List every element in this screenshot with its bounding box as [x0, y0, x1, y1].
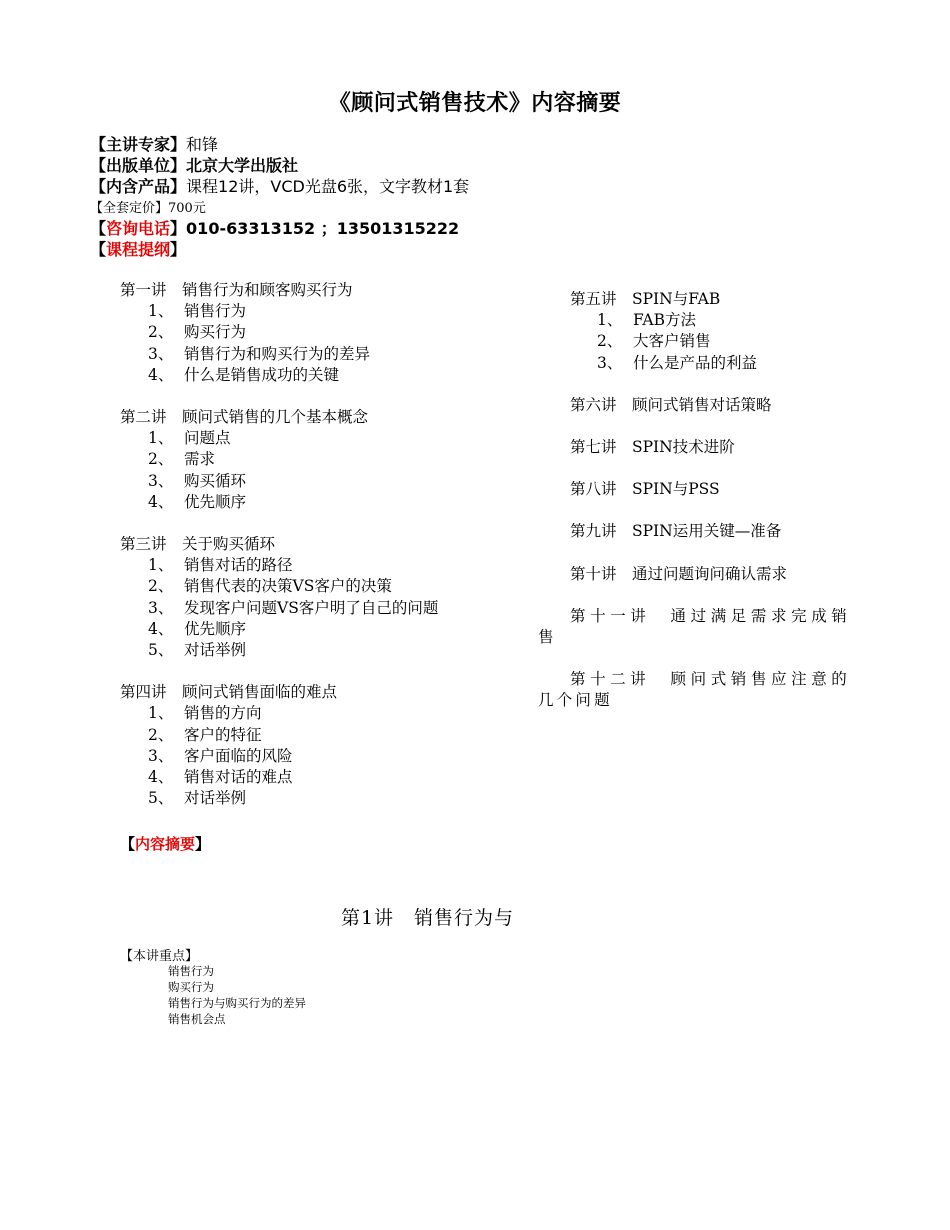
lecture-item: 4、 什么是销售成功的关键: [148, 365, 340, 384]
lecture-5: [538, 289, 850, 374]
lecture-4: [120, 682, 540, 809]
keypoint-item: 销售机会点: [168, 1012, 226, 1026]
lecture-item: 2、 销售代表的决策VS客户的决策: [148, 577, 392, 596]
info-products: [90, 176, 469, 197]
bracket: 【: [120, 835, 136, 853]
info-label: 【全套定价】: [90, 201, 169, 216]
info-label: 【主讲专家】: [90, 135, 187, 154]
lecture-item: 4、 优先顺序: [148, 619, 247, 638]
lecture-2: [120, 407, 540, 513]
bracket: 【: [90, 219, 107, 238]
lecture-9-title: 第九讲 SPIN运用关键—准备: [570, 522, 782, 541]
keypoints-list: [168, 963, 306, 1027]
lecture-item: 3、 销售行为和购买行为的差异: [148, 344, 371, 363]
lecture-6-title: 第六讲 顾问式销售对话策略: [570, 395, 772, 414]
summary-heading: [120, 833, 210, 854]
lesson-title: 第1讲 销售行为与: [340, 907, 515, 929]
lecture-title: 第四讲 顾问式销售面临的难点: [120, 683, 338, 702]
lecture-8-title: 第八讲 SPIN与PSS: [570, 480, 720, 499]
keypoint-item: 销售行为: [168, 964, 214, 978]
lecture-item: 3、 购买循环: [148, 471, 247, 490]
lecture-item: 5、 对话举例: [148, 641, 247, 660]
info-value: 700元: [168, 201, 206, 216]
bracket: 】: [170, 219, 187, 238]
info-phone: [90, 218, 459, 239]
lecture-item: 2、 购买行为: [148, 323, 247, 342]
info-label: 【出版单位】: [90, 156, 187, 175]
outline-left-column: [120, 280, 540, 830]
lecture-item: 3、 客户面临的风险: [148, 746, 293, 765]
lecture-item: 1、 销售行为: [148, 302, 247, 321]
lecture-item: 2、 需求: [148, 450, 216, 469]
lecture-item: 5、 对话举例: [148, 789, 247, 808]
info-value: 010-63313152 ；13501315222: [186, 219, 460, 238]
lecture-11-title: 第十一讲 通过满足需求完成销售: [538, 606, 850, 647]
info-label: 【内含产品】: [90, 177, 187, 196]
lecture-item: 4、 优先顺序: [148, 492, 247, 511]
lecture-3: [120, 534, 540, 661]
lecture-item: 3、 发现客户问题VS客户明了自己的问题: [148, 598, 439, 617]
info-expert: [90, 134, 218, 155]
info-label: 咨询电话: [106, 219, 171, 238]
lecture-item: 1、 销售的方向: [148, 704, 262, 723]
lecture-item: 2、 大客户销售: [597, 332, 711, 351]
bracket: 【: [90, 240, 107, 259]
lecture-item: 1、 问题点: [148, 429, 231, 448]
lecture-item: 1、 FAB方法: [597, 311, 696, 330]
info-outline: [90, 239, 186, 260]
info-value: 和锋: [186, 135, 219, 154]
lecture-title: 第三讲 关于购买循环: [120, 535, 276, 554]
outline-right-column: [538, 289, 850, 733]
lecture-item: 2、 客户的特征: [148, 725, 262, 744]
lecture-title: 第一讲 销售行为和顾客购买行为: [120, 281, 353, 299]
lecture-12-title: 第十二讲 顾问式销售应注意的几个问题: [538, 670, 850, 710]
summary-label: 内容摘要: [135, 835, 196, 853]
info-value: 课程12讲，VCD光盘6张，文字教材1套: [186, 177, 470, 196]
lecture-1: [120, 280, 540, 386]
info-price: [90, 198, 206, 219]
bracket: 】: [195, 835, 211, 853]
lecture-10-title: 第十讲 通过问题询问确认需求: [570, 564, 788, 583]
info-value: 北京大学出版社: [186, 156, 299, 175]
bracket: 】: [170, 240, 187, 259]
lecture-item: 4、 销售对话的难点: [148, 768, 293, 787]
lecture-title: 第五讲 SPIN与FAB: [570, 290, 721, 308]
keypoints-heading: 【本讲重点】: [120, 949, 199, 964]
info-label: 课程提纲: [106, 240, 171, 259]
document-title: 《顾问式销售技术》内容摘要: [328, 91, 622, 116]
lecture-item: 3、 什么是产品的利益: [597, 353, 758, 372]
lecture-title: 第二讲 顾问式销售的几个基本概念: [120, 408, 369, 427]
keypoint-item: 购买行为: [168, 980, 214, 994]
keypoint-item: 销售行为与购买行为的差异: [168, 996, 306, 1010]
lecture-7-title: 第七讲 SPIN技术进阶: [570, 438, 735, 457]
lecture-item: 1、 销售对话的路径: [148, 556, 293, 575]
info-publisher: [90, 155, 298, 176]
